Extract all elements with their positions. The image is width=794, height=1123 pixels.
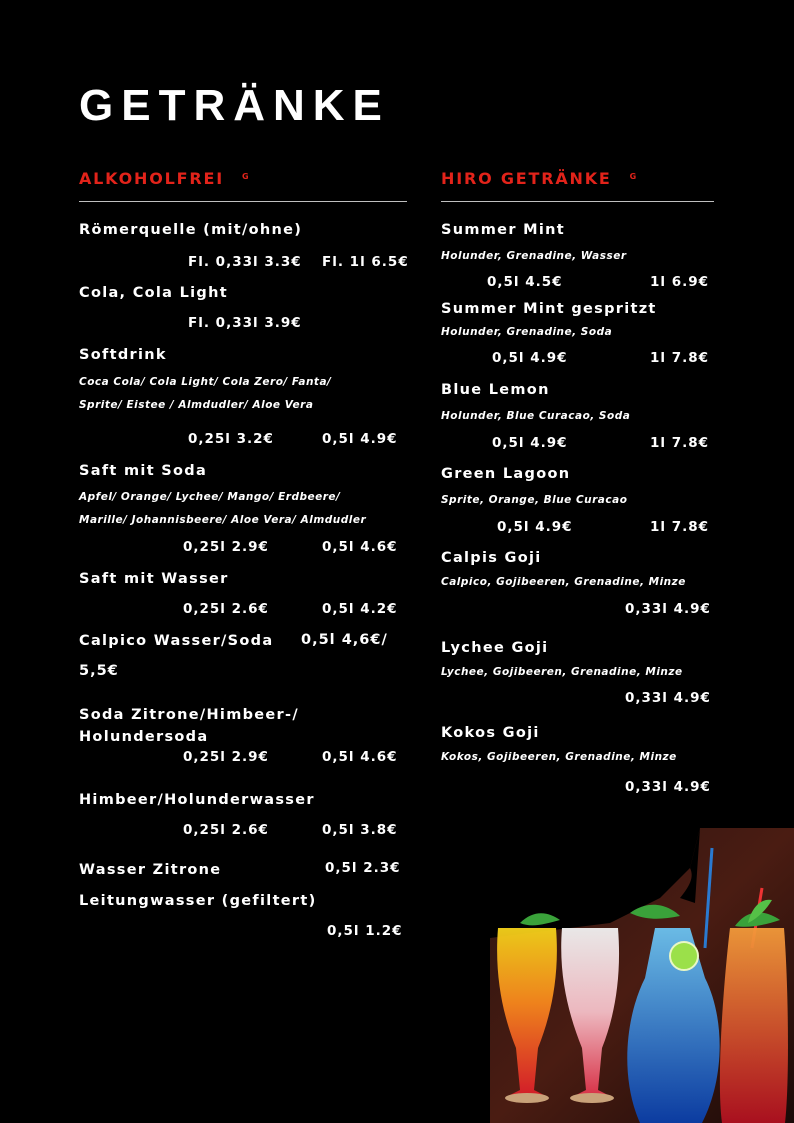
item-description: Coca Cola/ Cola Light/ Cola Zero/ Fanta/ — [79, 376, 332, 388]
item-price: 0,33l 4.9€ — [625, 779, 711, 795]
item-name: Soda Zitrone/Himbeer-/ Holundersoda — [79, 707, 299, 745]
item-name: Calpico Wasser/Soda — [79, 633, 274, 649]
item-price: Fl. 0,33l 3.3€ — [188, 254, 302, 270]
item-description: Holunder, Grenadine, Soda — [441, 326, 613, 338]
section-divider — [79, 201, 407, 202]
item-name: Saft mit Wasser — [79, 571, 229, 587]
item-price: 1l 7.8€ — [650, 350, 710, 366]
item-price: 0,25l 2.9€ — [183, 749, 269, 765]
item-price: 1l 6.9€ — [650, 274, 710, 290]
item-description: Sprite, Orange, Blue Curacao — [441, 494, 628, 506]
item-price: 5,5€ — [79, 663, 119, 679]
item-name: Lychee Goji — [441, 640, 549, 656]
item-description: Kokos, Gojibeeren, Grenadine, Minze — [441, 751, 677, 763]
item-price: 1l 7.8€ — [650, 435, 710, 451]
section-marker: G — [629, 172, 637, 181]
item-name: Römerquelle (mit/ohne) — [79, 222, 303, 238]
section-label: ALKOHOLFREI — [79, 169, 224, 188]
item-price: 0,25l 2.6€ — [183, 601, 269, 617]
item-name: Saft mit Soda — [79, 463, 208, 479]
cocktail-photo — [490, 828, 794, 1123]
item-name: Summer Mint — [441, 222, 565, 238]
section-label: HIRO GETRÄNKE — [441, 169, 612, 188]
item-name: Kokos Goji — [441, 725, 540, 741]
item-price: 0,5l 1.2€ — [327, 923, 403, 939]
item-price: 0,33l 4.9€ — [625, 690, 711, 706]
item-price: 1l 7.8€ — [650, 519, 710, 535]
item-price: 0,5l 3.8€ — [322, 822, 398, 838]
item-price: 0,5l 4.9€ — [492, 435, 568, 451]
item-price: 0,25l 2.9€ — [183, 539, 269, 555]
item-name: Summer Mint gespritzt — [441, 301, 657, 317]
item-name: Wasser Zitrone — [79, 862, 222, 878]
item-price: 0,5l 4.2€ — [322, 601, 398, 617]
item-price: 0,5l 4.9€ — [322, 431, 398, 447]
item-name: Calpis Goji — [441, 550, 542, 566]
item-name: Blue Lemon — [441, 382, 550, 398]
item-description: Holunder, Blue Curacao, Soda — [441, 410, 631, 422]
item-description: Calpico, Gojibeeren, Grenadine, Minze — [441, 576, 686, 588]
item-description: Holunder, Grenadine, Wasser — [441, 250, 627, 262]
page-title: GETRÄNKE — [79, 81, 390, 130]
item-price: 0,25l 2.6€ — [183, 822, 269, 838]
item-description: Marille/ Johannisbeere/ Aloe Vera/ Almdudler — [79, 514, 367, 526]
item-name: Cola, Cola Light — [79, 285, 228, 301]
item-name: Green Lagoon — [441, 466, 571, 482]
section-marker: G — [241, 172, 249, 181]
item-price: 0,5l 4.6€ — [322, 749, 398, 765]
item-price: 0,5l 4.9€ — [497, 519, 573, 535]
item-description: Lychee, Gojibeeren, Grenadine, Minze — [441, 666, 683, 678]
item-name: Softdrink — [79, 347, 167, 363]
item-price: 0,5l 2.3€ — [325, 860, 401, 876]
item-name: Himbeer/Holunderwasser — [79, 792, 315, 808]
section-header-alkoholfrei — [79, 169, 249, 188]
item-price: 0,33l 4.9€ — [625, 601, 711, 617]
item-price: 0,5l 4.6€ — [322, 539, 398, 555]
item-price: 0,5l 4.9€ — [492, 350, 568, 366]
item-description: Sprite/ Eistee / Almdudler/ Aloe Vera — [79, 399, 314, 411]
item-price: 0,25l 3.2€ — [188, 431, 274, 447]
item-price: Fl. 0,33l 3.9€ — [188, 315, 302, 331]
item-price: 0,5l 4.5€ — [487, 274, 563, 290]
item-price: Fl. 1l 6.5€ — [322, 254, 409, 270]
section-divider — [441, 201, 714, 202]
section-header-hiro — [441, 169, 636, 188]
item-description: Apfel/ Orange/ Lychee/ Mango/ Erdbeere/ — [79, 491, 341, 503]
item-price: 0,5l 4,6€/ — [301, 632, 388, 648]
item-name: Leitungwasser (gefiltert) — [79, 893, 317, 909]
